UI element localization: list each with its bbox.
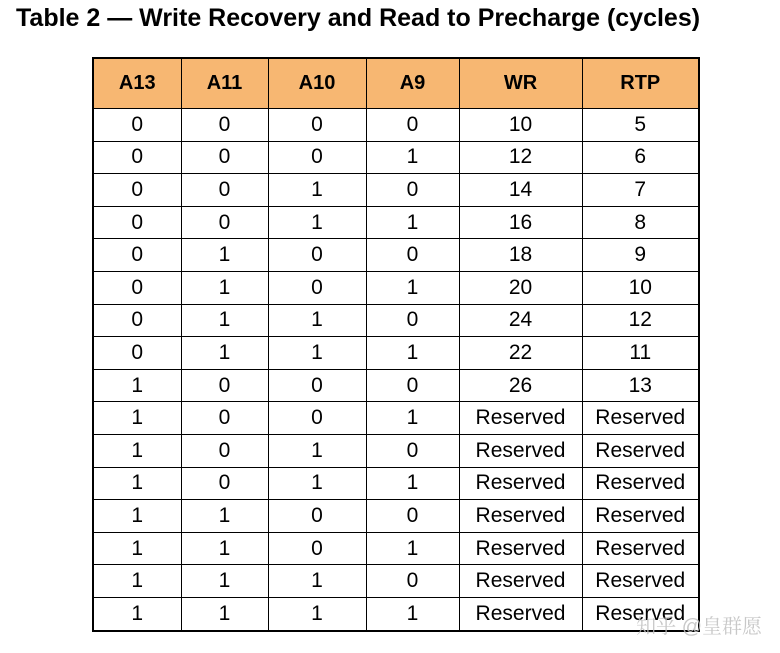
cell-wr: 14 xyxy=(459,174,582,207)
cell-a9: 1 xyxy=(366,402,459,435)
cell-a11: 1 xyxy=(181,304,268,337)
cell-rtp: Reserved xyxy=(582,500,699,533)
cell-a13: 1 xyxy=(93,532,181,565)
table-row xyxy=(93,337,699,370)
cell-a11: 0 xyxy=(181,141,268,174)
table-row xyxy=(93,206,699,239)
cell-a10: 1 xyxy=(268,467,366,500)
table-row xyxy=(93,467,699,500)
cell-wr: Reserved xyxy=(459,500,582,533)
cell-a13: 0 xyxy=(93,271,181,304)
cell-a11: 0 xyxy=(181,109,268,142)
cell-rtp: 9 xyxy=(582,239,699,272)
cell-a11: 1 xyxy=(181,565,268,598)
cell-a9: 0 xyxy=(366,304,459,337)
cell-rtp: 5 xyxy=(582,109,699,142)
cell-a11: 0 xyxy=(181,174,268,207)
cell-a13: 1 xyxy=(93,434,181,467)
cell-a11: 1 xyxy=(181,239,268,272)
cell-rtp: 8 xyxy=(582,206,699,239)
register-table xyxy=(92,57,700,632)
header-a9: A9 xyxy=(366,58,459,109)
cell-wr: Reserved xyxy=(459,565,582,598)
cell-a13: 0 xyxy=(93,141,181,174)
cell-a11: 0 xyxy=(181,206,268,239)
cell-a9: 0 xyxy=(366,239,459,272)
cell-rtp: 12 xyxy=(582,304,699,337)
cell-a10: 0 xyxy=(268,239,366,272)
cell-rtp: 6 xyxy=(582,141,699,174)
cell-wr: Reserved xyxy=(459,597,582,630)
cell-a10: 0 xyxy=(268,532,366,565)
cell-rtp: 13 xyxy=(582,369,699,402)
watermark: 知乎 @皇群愿 xyxy=(636,616,762,638)
header-rtp: RTP xyxy=(582,58,699,109)
cell-a10: 0 xyxy=(268,271,366,304)
cell-a13: 1 xyxy=(93,402,181,435)
cell-wr: Reserved xyxy=(459,434,582,467)
cell-a9: 0 xyxy=(366,109,459,142)
cell-a13: 1 xyxy=(93,467,181,500)
header-wr: WR xyxy=(459,58,582,109)
cell-wr: 16 xyxy=(459,206,582,239)
table-row xyxy=(93,597,699,630)
cell-a11: 1 xyxy=(181,271,268,304)
cell-wr: 24 xyxy=(459,304,582,337)
header-a10: A10 xyxy=(268,58,366,109)
cell-a9: 0 xyxy=(366,565,459,598)
cell-a13: 0 xyxy=(93,337,181,370)
cell-wr: 22 xyxy=(459,337,582,370)
cell-a10: 0 xyxy=(268,500,366,533)
cell-a10: 1 xyxy=(268,434,366,467)
table-row xyxy=(93,109,699,142)
cell-a9: 0 xyxy=(366,174,459,207)
table-row xyxy=(93,500,699,533)
table-row xyxy=(93,565,699,598)
cell-a10: 1 xyxy=(268,565,366,598)
table-body xyxy=(93,109,699,631)
cell-a11: 0 xyxy=(181,467,268,500)
cell-a11: 1 xyxy=(181,500,268,533)
cell-rtp: Reserved xyxy=(582,434,699,467)
header-a11: A11 xyxy=(181,58,268,109)
cell-wr: 26 xyxy=(459,369,582,402)
cell-a13: 1 xyxy=(93,597,181,630)
cell-a13: 0 xyxy=(93,304,181,337)
cell-wr: Reserved xyxy=(459,532,582,565)
cell-rtp: Reserved xyxy=(582,532,699,565)
table-row xyxy=(93,174,699,207)
cell-a11: 0 xyxy=(181,402,268,435)
cell-wr: Reserved xyxy=(459,402,582,435)
cell-wr: 20 xyxy=(459,271,582,304)
cell-a13: 1 xyxy=(93,565,181,598)
cell-rtp: 11 xyxy=(582,337,699,370)
cell-a9: 0 xyxy=(366,500,459,533)
cell-a10: 1 xyxy=(268,174,366,207)
cell-a13: 0 xyxy=(93,239,181,272)
cell-a11: 1 xyxy=(181,337,268,370)
cell-a9: 1 xyxy=(366,271,459,304)
cell-a9: 0 xyxy=(366,369,459,402)
cell-a10: 0 xyxy=(268,141,366,174)
table-row xyxy=(93,304,699,337)
cell-a11: 1 xyxy=(181,597,268,630)
table-title: Table 2 — Write Recovery and Read to Precharge (cycles) xyxy=(16,4,701,32)
cell-a9: 1 xyxy=(366,467,459,500)
cell-a9: 1 xyxy=(366,206,459,239)
cell-wr: 18 xyxy=(459,239,582,272)
table-row xyxy=(93,239,699,272)
table-row xyxy=(93,532,699,565)
cell-a9: 0 xyxy=(366,434,459,467)
cell-rtp: 10 xyxy=(582,271,699,304)
table-row xyxy=(93,369,699,402)
cell-a9: 1 xyxy=(366,337,459,370)
cell-wr: Reserved xyxy=(459,467,582,500)
cell-wr: 12 xyxy=(459,141,582,174)
cell-a10: 1 xyxy=(268,304,366,337)
table-row xyxy=(93,271,699,304)
cell-a11: 0 xyxy=(181,369,268,402)
cell-a11: 1 xyxy=(181,532,268,565)
header-a13: A13 xyxy=(93,58,181,109)
cell-a9: 1 xyxy=(366,532,459,565)
cell-a9: 1 xyxy=(366,141,459,174)
cell-a13: 1 xyxy=(93,369,181,402)
cell-rtp: Reserved xyxy=(582,402,699,435)
table-row xyxy=(93,141,699,174)
cell-a10: 0 xyxy=(268,369,366,402)
cell-a13: 0 xyxy=(93,109,181,142)
cell-a10: 1 xyxy=(268,337,366,370)
cell-rtp: Reserved xyxy=(582,565,699,598)
cell-a10: 1 xyxy=(268,206,366,239)
cell-rtp: Reserved xyxy=(582,467,699,500)
table-row xyxy=(93,434,699,467)
cell-a10: 1 xyxy=(268,597,366,630)
cell-a10: 0 xyxy=(268,109,366,142)
table-row xyxy=(93,402,699,435)
cell-wr: 10 xyxy=(459,109,582,142)
cell-a11: 0 xyxy=(181,434,268,467)
table-header-row xyxy=(93,58,699,109)
cell-a13: 0 xyxy=(93,174,181,207)
cell-rtp: 7 xyxy=(582,174,699,207)
cell-rtp: Reserved xyxy=(582,597,699,630)
cell-a10: 0 xyxy=(268,402,366,435)
cell-a9: 1 xyxy=(366,597,459,630)
cell-a13: 0 xyxy=(93,206,181,239)
cell-a13: 1 xyxy=(93,500,181,533)
